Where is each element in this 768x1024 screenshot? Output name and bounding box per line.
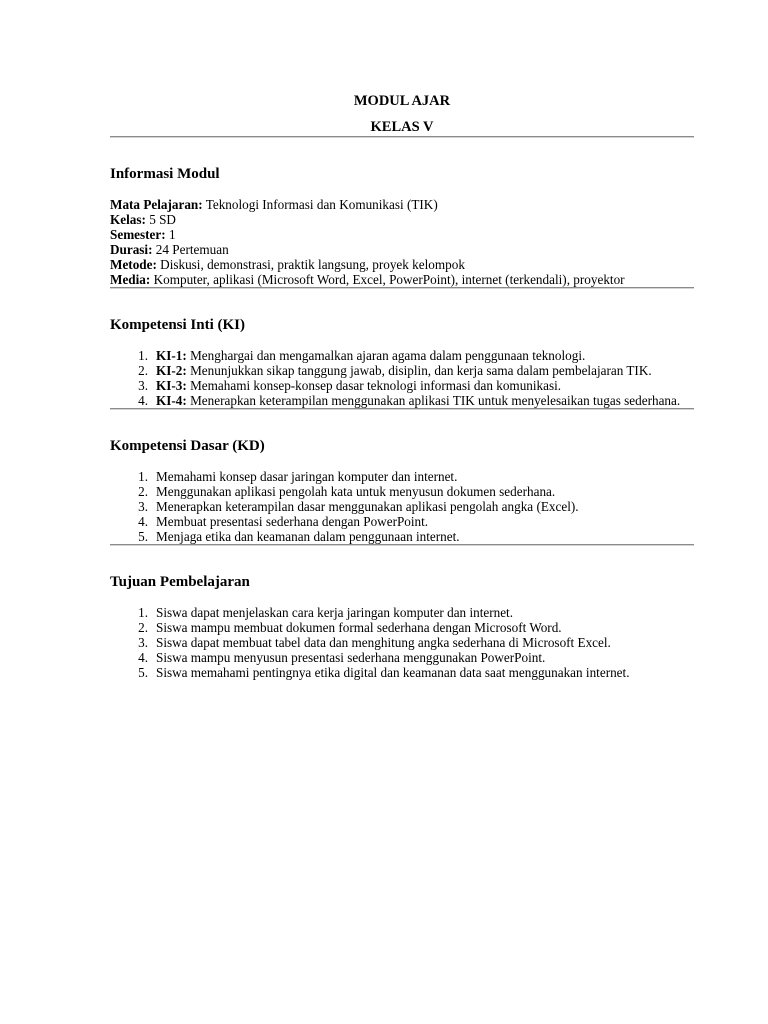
- list-number: 4.: [138, 514, 148, 529]
- info-value: 1: [165, 227, 176, 242]
- list-number: 4.: [138, 393, 148, 408]
- item-text: Menerapkan keterampilan dasar menggunakan aplikasi pengolah angka (Excel).: [156, 499, 579, 514]
- section-heading: Kompetensi Dasar (KD): [110, 438, 265, 454]
- list-item: [110, 499, 694, 514]
- info-row-media: [110, 272, 694, 287]
- list-number: 1.: [138, 605, 148, 620]
- title-line-2: KELAS V: [370, 119, 434, 135]
- info-label: Mata Pelajaran:: [110, 197, 203, 212]
- list-item: [110, 605, 694, 620]
- info-value: Komputer, aplikasi (Microsoft Word, Excel, PowerPoint), internet (terkendali), proyektor: [150, 272, 625, 287]
- list-number: 4.: [138, 650, 148, 665]
- item-text: Memahami konsep dasar jaringan komputer dan internet.: [156, 469, 458, 484]
- info-label: Kelas:: [110, 212, 146, 227]
- list-item: [110, 529, 694, 544]
- title-line-1: MODUL AJAR: [353, 93, 451, 109]
- item-label: KI-3:: [156, 378, 187, 393]
- item-text: Siswa mampu menyusun presentasi sederhana menggunakan PowerPoint.: [156, 650, 546, 665]
- info-value: 5 SD: [145, 212, 176, 227]
- list-item: [110, 484, 694, 499]
- item-text: Menjaga etika dan keamanan dalam penggunaan internet.: [156, 529, 460, 544]
- info-list: [110, 197, 694, 287]
- info-value: Diskusi, demonstrasi, praktik langsung, proyek kelompok: [156, 257, 465, 272]
- list-item: [110, 665, 694, 680]
- list-number: 3.: [138, 378, 148, 393]
- info-label: Metode:: [110, 257, 157, 272]
- tujuan-list: [110, 605, 694, 680]
- section-kompetensi-inti: [110, 316, 694, 408]
- item-label: KI-4:: [156, 393, 187, 408]
- list-item: [110, 378, 694, 393]
- list-number: 5.: [138, 529, 148, 544]
- item-text: Menerapkan keterampilan menggunakan aplikasi TIK untuk menyelesaikan tugas sederhana.: [186, 393, 681, 408]
- item-text: Membuat presentasi sederhana dengan PowerPoint.: [156, 514, 429, 529]
- list-number: 1.: [138, 348, 148, 363]
- info-label: Semester:: [110, 227, 166, 242]
- section-informasi-modul: [110, 165, 694, 287]
- info-value: 24 Pertemuan: [152, 242, 229, 257]
- item-text: Memahami konsep-konsep dasar teknologi informasi dan komunikasi.: [186, 378, 562, 393]
- info-row-kelas: [110, 212, 694, 227]
- item-text: Menggunakan aplikasi pengolah kata untuk menyusun dokumen sederhana.: [156, 484, 556, 499]
- list-item: [110, 635, 694, 650]
- info-row-durasi: [110, 242, 694, 257]
- item-text: Siswa memahami pentingnya etika digital dan keamanan data saat menggunakan internet.: [156, 665, 630, 680]
- divider: [110, 287, 694, 289]
- section-heading: Tujuan Pembelajaran: [110, 574, 250, 590]
- list-number: 3.: [138, 499, 148, 514]
- ki-list: [110, 348, 694, 408]
- list-number: 5.: [138, 665, 148, 680]
- info-row-mata-pelajaran: [110, 197, 694, 212]
- section-heading: Informasi Modul: [110, 166, 220, 182]
- list-number: 2.: [138, 620, 148, 635]
- divider: [110, 544, 694, 546]
- list-item: [110, 514, 694, 529]
- section-heading: Kompetensi Inti (KI): [110, 317, 245, 333]
- document-title: [110, 92, 694, 136]
- list-item: [110, 348, 694, 363]
- list-item: [110, 363, 694, 378]
- list-item: [110, 393, 694, 408]
- info-label: Durasi:: [110, 242, 153, 257]
- info-label: Media:: [110, 272, 151, 287]
- kd-list: [110, 469, 694, 544]
- list-number: 3.: [138, 635, 148, 650]
- item-text: Siswa dapat membuat tabel data dan menghitung angka sederhana di Microsoft Excel.: [156, 635, 611, 650]
- item-text: Menghargai dan mengamalkan ajaran agama dalam penggunaan teknologi.: [186, 348, 586, 363]
- info-value: Teknologi Informasi dan Komunikasi (TIK): [202, 197, 438, 212]
- section-tujuan-pembelajaran: [110, 573, 694, 680]
- document-content: [110, 92, 694, 680]
- divider: [110, 408, 694, 410]
- list-number: 2.: [138, 363, 148, 378]
- divider: [110, 136, 694, 138]
- list-number: 1.: [138, 469, 148, 484]
- section-kompetensi-dasar: [110, 437, 694, 544]
- info-row-metode: [110, 257, 694, 272]
- item-label: KI-2:: [156, 363, 187, 378]
- list-item: [110, 650, 694, 665]
- item-text: Siswa mampu membuat dokumen formal sederhana dengan Microsoft Word.: [156, 620, 562, 635]
- list-number: 2.: [138, 484, 148, 499]
- info-row-semester: [110, 227, 694, 242]
- item-text: Siswa dapat menjelaskan cara kerja jaringan komputer dan internet.: [156, 605, 514, 620]
- list-item: [110, 620, 694, 635]
- item-label: KI-1:: [156, 348, 187, 363]
- item-text: Menunjukkan sikap tanggung jawab, disiplin, dan kerja sama dalam pembelajaran TIK.: [186, 363, 652, 378]
- list-item: [110, 469, 694, 484]
